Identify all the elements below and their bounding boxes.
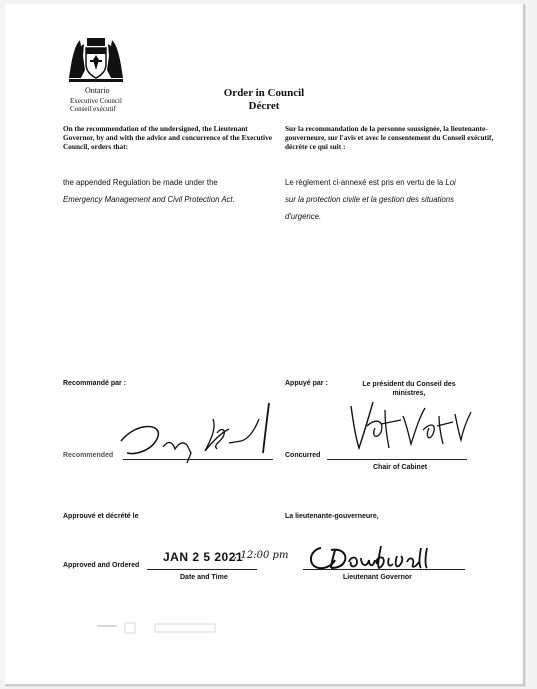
date-and-time-label: Date and Time: [180, 574, 228, 581]
recommended-label: Recommended: [63, 452, 114, 459]
date-stamp: JAN 2 5 2021: [163, 550, 244, 564]
president-conseil-label: Le président du Conseil des ministres,: [362, 381, 456, 397]
intro-paragraph-fr: Sur la recommandation de la personne soussignée, la lieutenante-gouverneure, sur l'avis et avec le consentement du Conseil exécutif, décrète ce qui suit :: [285, 124, 494, 151]
act-name-fr-line3: d'urgence.: [285, 212, 322, 221]
intro-paragraph-en: On the recommendation of the undersigned, the Lieutenant Governor, by and with the advice and concurrence of the Executive Council, orders that:: [63, 124, 272, 151]
concurred-signature-line: [327, 459, 467, 460]
recommande-par-label: Recommandé par :: [63, 380, 127, 387]
recommended-signature-image: [117, 399, 277, 463]
lieutenante-gouverneure-label: La lieutenante-gouverneure,: [285, 513, 379, 520]
act-name-en: Emergency Management and Civil Protection Act.: [63, 195, 235, 204]
approved-and-ordered-label: Approved and Ordered: [63, 562, 140, 569]
concurred-signature-image: [345, 396, 475, 454]
appuye-par-label: Appuyé par :: [285, 380, 328, 387]
act-name-fr-line2: sur la protection civile et la gestion des situations: [285, 195, 455, 204]
loi-label: Loi: [445, 178, 456, 187]
ontario-label: Ontario: [85, 86, 110, 95]
document-page: [5, 4, 525, 686]
document-title-en: Order in Council: [223, 87, 305, 99]
order-body-en-line1: the appended Regulation be made under the: [63, 178, 218, 187]
time-handwritten: ; 12:00 pm: [234, 550, 289, 561]
concurred-label: Concurred: [285, 452, 321, 459]
conseil-executif-label: Conseil exécutif: [70, 105, 116, 113]
faint-scan-marks: [95, 621, 225, 637]
order-body-en: [63, 174, 278, 208]
document-title-fr: Décret: [248, 100, 280, 112]
executive-council-label: Executive Council: [70, 97, 122, 105]
order-body-fr-text: Le règlement ci-annexé est pris en vertu de la: [285, 178, 446, 187]
approuve-label: Approuvé et décrété le: [63, 513, 139, 520]
order-body-fr-line1: [285, 174, 500, 191]
ontario-coat-of-arms-icon: [65, 34, 127, 84]
lt-governor-signature-image: [303, 540, 443, 574]
order-body-fr: [285, 174, 500, 225]
lieutenant-governor-label: Lieutenant Governor: [343, 574, 412, 581]
chair-of-cabinet-label: Chair of Cabinet: [373, 464, 428, 471]
date-time-line: [147, 569, 257, 570]
